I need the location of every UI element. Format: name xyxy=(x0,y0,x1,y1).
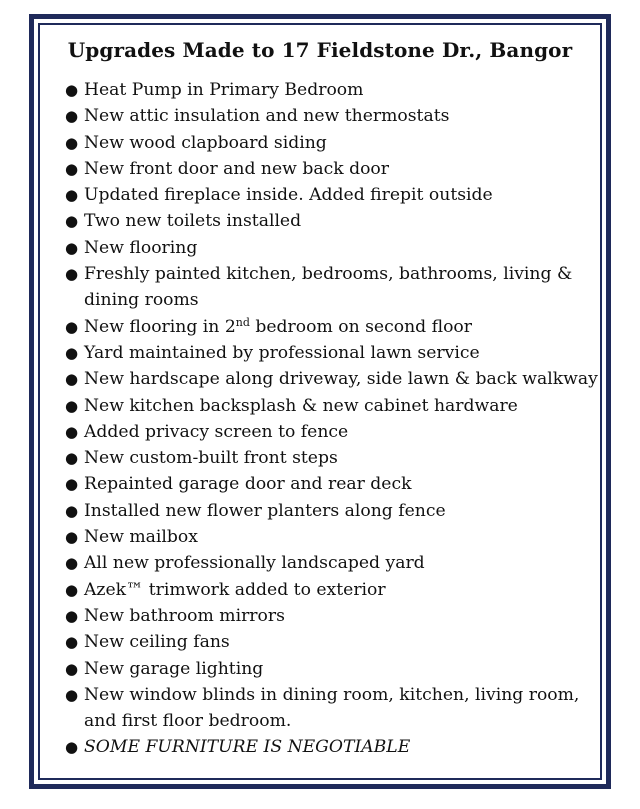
list-item-text: Heat Pump in Primary Bedroom xyxy=(84,80,364,100)
document-border-outer xyxy=(29,14,611,789)
list-item xyxy=(65,130,614,156)
bullet-icon: ● xyxy=(65,343,79,362)
bullet-icon: ● xyxy=(65,317,79,336)
list-item-text: New attic insulation and new thermostats xyxy=(84,106,450,127)
document-title: Upgrades Made to 17 Fieldstone Dr., Bangor xyxy=(67,38,573,62)
bullet-icon: ● xyxy=(65,580,79,599)
list-item xyxy=(65,103,614,129)
bullet-icon: ● xyxy=(65,449,79,468)
list-item xyxy=(65,261,614,314)
list-item xyxy=(65,419,614,445)
list-item-text-after: bedroom on second floor xyxy=(249,316,472,337)
list-item xyxy=(65,656,614,682)
list-item-text: New flooring xyxy=(84,237,198,258)
bullet-icon: ● xyxy=(65,554,79,573)
list-item xyxy=(65,550,614,576)
bullet-icon: ● xyxy=(65,633,79,652)
ordinal-suffix: nd xyxy=(235,315,250,329)
list-item-furniture-note xyxy=(65,734,614,760)
list-item-text: New custom-built front steps xyxy=(84,448,338,469)
list-item-text: Two new toilets installed xyxy=(84,211,302,232)
list-item xyxy=(65,208,614,234)
bullet-icon: ● xyxy=(65,475,79,494)
list-item-text-before: New flooring in 2 xyxy=(84,316,236,337)
list-item xyxy=(65,340,614,366)
list-item xyxy=(65,524,614,550)
list-item-text: New hardscape along driveway, side lawn & back walkway xyxy=(84,369,598,390)
list-item-text: New window blinds in dining room, kitchen, living room, and first floor bedroom. xyxy=(84,684,580,732)
list-item-text: New front door and new back door xyxy=(84,158,389,179)
bullet-icon: ● xyxy=(65,396,79,415)
list-item xyxy=(65,498,614,524)
list-item-text: Yard maintained by professional lawn service xyxy=(84,342,480,363)
list-item-text: New bathroom mirrors xyxy=(84,605,285,626)
bullet-icon: ● xyxy=(65,501,79,520)
bullet-icon: ● xyxy=(65,107,79,126)
list-item-text: SOME FURNITURE IS NEGOTIABLE xyxy=(84,737,411,758)
list-item-text: All new professionally landscaped yard xyxy=(84,553,425,574)
bullet-icon: ● xyxy=(65,238,79,257)
list-item-text: New garage lighting xyxy=(84,658,264,679)
list-item xyxy=(65,235,614,261)
bullet-icon: ● xyxy=(65,133,79,152)
list-item xyxy=(65,393,614,419)
list-item-text: New ceiling fans xyxy=(84,632,230,653)
upgrades-list xyxy=(65,77,614,761)
bullet-icon: ● xyxy=(65,422,79,441)
list-item xyxy=(65,314,614,340)
bullet-icon: ● xyxy=(65,370,79,389)
list-item xyxy=(65,182,614,208)
bullet-icon: ● xyxy=(65,265,79,284)
bullet-icon: ● xyxy=(65,81,79,99)
list-item-text: Azek™ trimwork added to exterior xyxy=(84,579,386,600)
list-item xyxy=(65,366,614,392)
list-item xyxy=(65,445,614,471)
list-item-text: Added privacy screen to fence xyxy=(84,421,349,442)
bullet-icon: ● xyxy=(65,606,79,625)
list-item xyxy=(65,471,614,497)
bullet-icon: ● xyxy=(65,685,79,704)
list-item-text: Freshly painted kitchen, bedrooms, bathrooms, living & dining rooms xyxy=(84,264,573,311)
bullet-icon: ● xyxy=(65,159,79,178)
list-item xyxy=(65,577,614,603)
bullet-icon: ● xyxy=(65,659,79,678)
list-item xyxy=(65,77,614,103)
document-border-inner xyxy=(38,23,602,780)
list-item xyxy=(65,682,614,735)
list-item-text: New mailbox xyxy=(84,527,198,548)
bullet-icon: ● xyxy=(65,186,79,205)
list-item-text: Updated fireplace inside. Added firepit outside xyxy=(84,185,493,206)
list-item-text: New wood clapboard siding xyxy=(84,132,327,153)
bullet-icon: ● xyxy=(65,212,79,231)
list-item-text: Installed new flower planters along fence xyxy=(84,500,446,521)
list-item-text: Repainted garage door and rear deck xyxy=(84,474,412,495)
bullet-icon: ● xyxy=(65,528,79,547)
list-item xyxy=(65,603,614,629)
list-item xyxy=(65,156,614,182)
bullet-icon: ● xyxy=(65,738,79,757)
list-item xyxy=(65,629,614,655)
list-item-text: New kitchen backsplash & new cabinet hardware xyxy=(84,395,518,416)
